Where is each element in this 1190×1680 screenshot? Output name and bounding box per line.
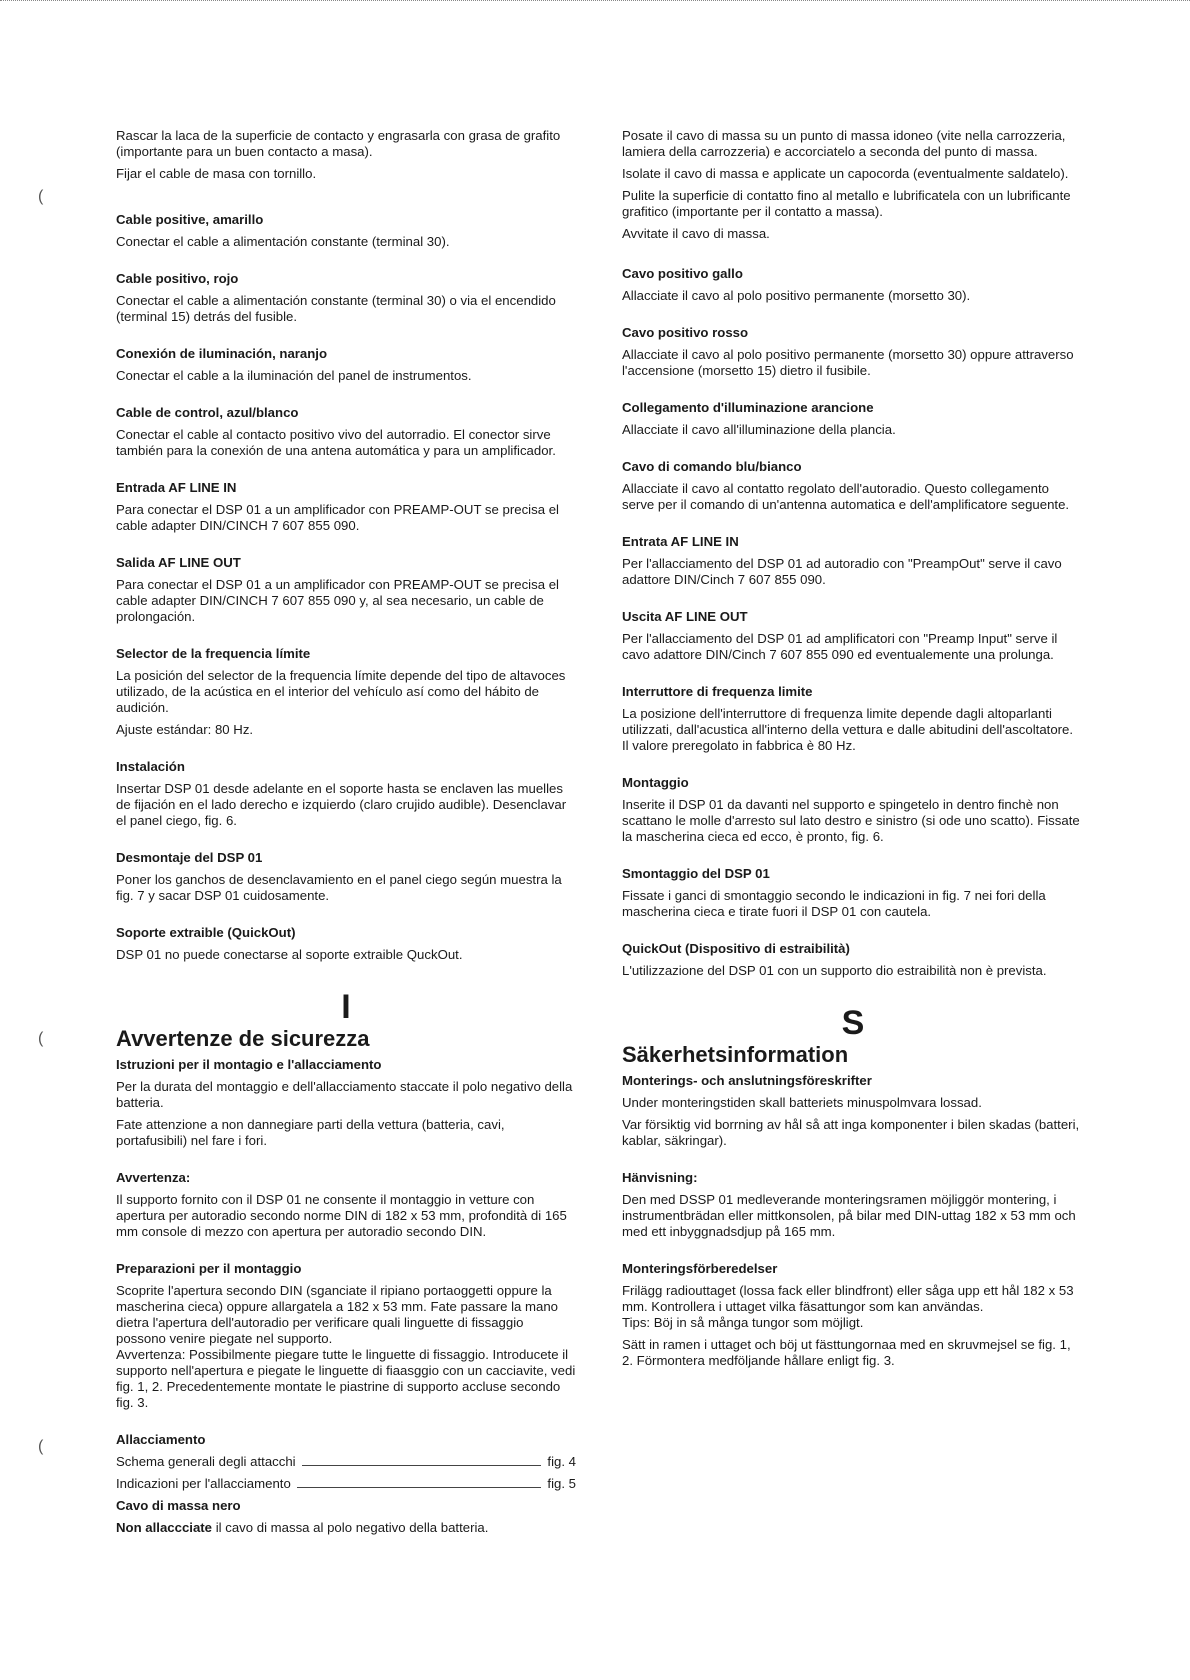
section-collegamento-illuminazione xyxy=(622,400,1084,438)
paragraph: Under monteringstiden skall batteriets minuspolmvara lossad. xyxy=(622,1095,982,1110)
section-heading: Selector de la frequencia límite xyxy=(116,646,311,661)
paragraph: Conectar el cable a alimentación constante (terminal 30) o via el encendido (terminal 15) detrás del fusible. xyxy=(116,293,556,324)
paragraph: Avvitate il cavo di massa. xyxy=(622,226,770,241)
paragraph: Frilägg radiouttaget (lossa fack eller blindfront) eller såga upp ett hål 182 x 53 mm. Kontrollera i uttaget vilka fäsattungor som kan användas. xyxy=(622,1283,1074,1314)
swedish-subtitle: Monterings- och anslutningsföreskrifter xyxy=(622,1073,872,1088)
paragraph: Tips: Böj in så många tungor som möjligt. xyxy=(622,1315,864,1330)
section-entrada-af-line-in xyxy=(116,480,576,534)
section-heading: Conexión de iluminación, naranjo xyxy=(116,346,328,361)
swedish-intro xyxy=(622,1095,1084,1149)
paragraph: L'utilizzazione del DSP 01 con un supporto dio estraibilità non è prevista. xyxy=(622,963,1047,978)
leader-line xyxy=(297,1487,542,1488)
section-uscita-af-line-out xyxy=(622,609,1084,663)
section-hanvisning xyxy=(622,1170,1084,1240)
section-conexion-iluminacion xyxy=(116,346,576,384)
section-avvertenza xyxy=(116,1170,576,1240)
section-smontaggio xyxy=(622,866,1084,920)
section-cable-positivo-rojo xyxy=(116,271,576,325)
paragraph: Var försiktig vid borrning av hål så att inga komponenter i bilen skadas (batteri, kablar, säkringar). xyxy=(622,1117,1080,1148)
section-heading: Cavo positivo gallo xyxy=(622,266,743,281)
section-heading: Entrada AF LINE IN xyxy=(116,480,237,495)
section-salida-af-line-out xyxy=(116,555,576,625)
paragraph: Inserite il DSP 01 da davanti nel supporto e spingetelo in dentro finchè non scattano le molle d'arresto sul lato destro e sinistro (si ode uno scatto). Fissate la mascherina cieca ed ecco, è pronto, fig. 6. xyxy=(622,797,1080,844)
paragraph: Allacciate il cavo al contatto regolato dell'autoradio. Questo collegamento serve per il comando di un'antenna automatica e dell'amplificatore seguente. xyxy=(622,481,1070,512)
section-selector-frequencia xyxy=(116,646,576,738)
section-preparazioni xyxy=(116,1261,576,1411)
section-heading: Cavo di massa nero xyxy=(116,1498,241,1513)
paragraph: DSP 01 no puede conectarse al soporte extraible QuckOut. xyxy=(116,947,463,962)
section-heading: Preparazioni per il montaggio xyxy=(116,1261,302,1276)
figure-reference-label: Schema generali degli attacchi xyxy=(116,1454,296,1469)
paragraph: Insertar DSP 01 desde adelante en el soporte hasta se enclaven las muelles de fijación en el lado derecho e izquierdo (claro crujido audible). Desenclavar el panel ciego, fig. 6. xyxy=(116,781,567,828)
section-heading: Cable positivo, rojo xyxy=(116,271,239,286)
paragraph: Conectar el cable a la iluminación del panel de instrumentos. xyxy=(116,368,472,383)
paragraph: Allacciate il cavo all'illuminazione della plancia. xyxy=(622,422,896,437)
section-heading: Salida AF LINE OUT xyxy=(116,555,241,570)
paragraph: Rascar la laca de la superficie de contacto y engrasarla con grasa de grafito (importante para un buen contacto a masa). xyxy=(116,128,561,159)
paragraph: Den med DSSP 01 medleverande monteringsramen möjliggör montering, i instrumentbrädan eller mittkonsolen, på bilar med DIN-uttag 182 x 53 mm och med ett inbyggnadsdjup på 165 mm. xyxy=(622,1192,1076,1239)
section-heading: Cable de control, azul/blanco xyxy=(116,405,299,420)
emphasis-text: Non allaccciate xyxy=(116,1520,213,1535)
italian-subtitle: Istruzioni per il montagio e l'allacciamento xyxy=(116,1057,382,1072)
paragraph: Isolate il cavo di massa e applicate un capocorda (eventualmente saldatelo). xyxy=(622,166,1069,181)
section-montaggio xyxy=(622,775,1084,845)
paragraph: Fate attenzione a non dannegiare parti della vettura (batteria, cavi, portafusibili) nel fare i fori. xyxy=(116,1117,505,1148)
paragraph: La posizione dell'interruttore di frequenza limite depende dagli altoparlanti utilizzati, dall'acustica all'interno della vettura e dalle abitudini dell'ascoltatore. xyxy=(622,706,1074,737)
section-allacciamento xyxy=(116,1432,576,1536)
section-heading: Soporte extraible (QuickOut) xyxy=(116,925,296,940)
section-heading: Avvertenza: xyxy=(116,1170,191,1185)
section-interruttore-frequenza xyxy=(622,684,1084,754)
paragraph: Fijar el cable de masa con tornillo. xyxy=(116,166,317,181)
paragraph: Pulite la superficie di contatto fino al metallo e lubrificatela con un lubrificante grafitico (importante per il contatto a massa). xyxy=(622,188,1071,219)
section-soporte-extraible xyxy=(116,925,576,963)
paragraph: Para conectar el DSP 01 a un amplificador con PREAMP-OUT se precisa el cable adapter DIN/CINCH 7 607 855 090 y, al sea necesario, un cable de prolongación. xyxy=(116,577,559,624)
paragraph: Fissate i ganci di smontaggio secondo le indicazioni in fig. 7 nei fori della mascherina cieca e tirate fuori il DSP 01 con cautela. xyxy=(622,888,1046,919)
section-heading: Desmontaje del DSP 01 xyxy=(116,850,263,865)
paragraph: Sätt in ramen i uttaget och böj ut fästtungornaa med en skruvmejsel se fig. 1, 2. Förmontera medföljande hållare enligt fig. 3. xyxy=(622,1337,1071,1368)
section-heading: Hänvisning: xyxy=(622,1170,698,1185)
paragraph: Allacciate il cavo al polo positivo permanente (morsetto 30). xyxy=(622,288,971,303)
figure-reference-row xyxy=(116,1454,576,1470)
section-heading: Entrata AF LINE IN xyxy=(622,534,739,549)
section-heading: Montaggio xyxy=(622,775,689,790)
paragraph: Per l'allacciamento del DSP 01 ad autoradio con "PreampOut" serve il cavo adattore DIN/Cinch 7 607 855 090. xyxy=(622,556,1062,587)
italian-intro xyxy=(116,1079,576,1149)
section-cavo-comando xyxy=(622,459,1084,513)
paragraph-text: il cavo di massa al polo negativo della batteria. xyxy=(212,1520,489,1535)
section-heading: Cavo positivo rosso xyxy=(622,325,749,340)
left-column xyxy=(116,128,576,1542)
swedish-title: Säkerhetsinformation xyxy=(622,1042,849,1067)
paragraph: Conectar el cable a alimentación constante (terminal 30). xyxy=(116,234,450,249)
section-cavo-positivo-gallo xyxy=(622,266,1084,304)
section-monteringsforberedelser xyxy=(622,1261,1084,1369)
figure-reference-number: fig. 5 xyxy=(547,1476,576,1491)
section-desmontaje xyxy=(116,850,576,904)
paragraph: Poner los ganchos de desenclavamiento en el panel ciego según muestra la fig. 7 y sacar DSP 01 cuidosamente. xyxy=(116,872,562,903)
right-intro xyxy=(622,128,1084,242)
section-heading: Collegamento d'illuminazione arancione xyxy=(622,400,874,415)
paragraph: Il valore preregolato in fabbrica è 80 Hz. xyxy=(622,738,856,753)
section-quickout xyxy=(622,941,1084,979)
paragraph: Para conectar el DSP 01 a un amplificador con PREAMP-OUT se precisa el cable adapter DIN/CINCH 7 607 855 090. xyxy=(116,502,559,533)
section-entrata-af-line-in xyxy=(622,534,1084,588)
figure-reference-number: fig. 4 xyxy=(547,1454,576,1469)
paragraph: Posate il cavo di massa su un punto di massa idoneo (vite nella carrozzeria, lamiera della carrozzeria) e accorciatelo a seconda del punto di massa. xyxy=(622,128,1066,159)
paragraph: La posición del selector de la frequencia límite depende del tipo de altavoces utilizado, de la acústica en el interior del vehículo así como del hábito de audición. xyxy=(116,668,566,715)
scan-edge-mark: ( xyxy=(38,1438,44,1455)
paragraph: Scoprite l'apertura secondo DIN (sganciate il ripiano portaoggetti oppure la mascherina cieca) oppure allargatela a 182 x 53 mm. Fate passare la mano dietra l'apertura dell'autoradio per verificare quali linguette di fissaggio possono venire piegate nel supporto. xyxy=(116,1283,559,1346)
section-cable-control xyxy=(116,405,576,459)
paragraph xyxy=(116,1520,576,1536)
left-intro xyxy=(116,128,576,182)
scan-edge-mark: ( xyxy=(38,188,44,205)
section-heading: Cable positive, amarillo xyxy=(116,212,264,227)
paragraph: Il supporto fornito con il DSP 01 ne consente il montaggio in vetture con apertura per autoradio secondo norme DIN di 182 x 53 mm, profondità di 165 mm console di mezzo con apertura per autoradio secondo DIN. xyxy=(116,1192,567,1239)
section-heading: Monteringsförberedelser xyxy=(622,1261,778,1276)
section-cavo-positivo-rosso xyxy=(622,325,1084,379)
paragraph: Conectar el cable al contacto positivo vivo del autorradio. El conector sirve también para la conexión de una antena automática y para un amplificador. xyxy=(116,427,556,458)
italian-title: Avvertenze de sicurezza xyxy=(116,1026,370,1051)
section-heading: Allacciamento xyxy=(116,1432,206,1447)
leader-line xyxy=(302,1465,542,1466)
section-heading: Instalación xyxy=(116,759,185,774)
figure-reference-row xyxy=(116,1476,576,1492)
figure-reference-label: Indicazioni per l'allacciamento xyxy=(116,1476,291,1491)
paragraph: Ajuste estándar: 80 Hz. xyxy=(116,722,254,737)
section-heading: QuickOut (Dispositivo di estraibilità) xyxy=(622,941,850,956)
section-heading: Interruttore di frequenza limite xyxy=(622,684,813,699)
language-letter: I xyxy=(341,988,351,1026)
paragraph: Allacciate il cavo al polo positivo permanente (morsetto 30) oppure attraverso l'accensione (morsetto 15) dietro il fusibile. xyxy=(622,347,1074,378)
section-instalacion xyxy=(116,759,576,829)
scan-edge-line xyxy=(0,0,1190,4)
section-heading: Cavo di comando blu/bianco xyxy=(622,459,802,474)
section-heading: Smontaggio del DSP 01 xyxy=(622,866,770,881)
right-column xyxy=(622,128,1084,1375)
paragraph: Avvertenza: Possibilmente piegare tutte le linguette di fissaggio. Introducete il supporto nell'apertura e piegate le linguette di fiaasggio con un cacciavite, vedi fig. 1, 2. Precedentemente montate le piastrine di supporto accluse secondo fig. 3. xyxy=(116,1347,576,1410)
language-letter: S xyxy=(841,1004,865,1042)
paragraph: Per la durata del montaggio e dell'allacciamento staccate il polo negativo della batteria. xyxy=(116,1079,573,1110)
section-heading: Uscita AF LINE OUT xyxy=(622,609,748,624)
section-cable-positive-amarillo xyxy=(116,212,576,250)
scan-edge-mark: ( xyxy=(38,1030,44,1047)
paragraph: Per l'allacciamento del DSP 01 ad amplificatori con "Preamp Input" serve il cavo adattore DIN/Cinch 7 607 855 090 ed eventualemente una prolunga. xyxy=(622,631,1058,662)
